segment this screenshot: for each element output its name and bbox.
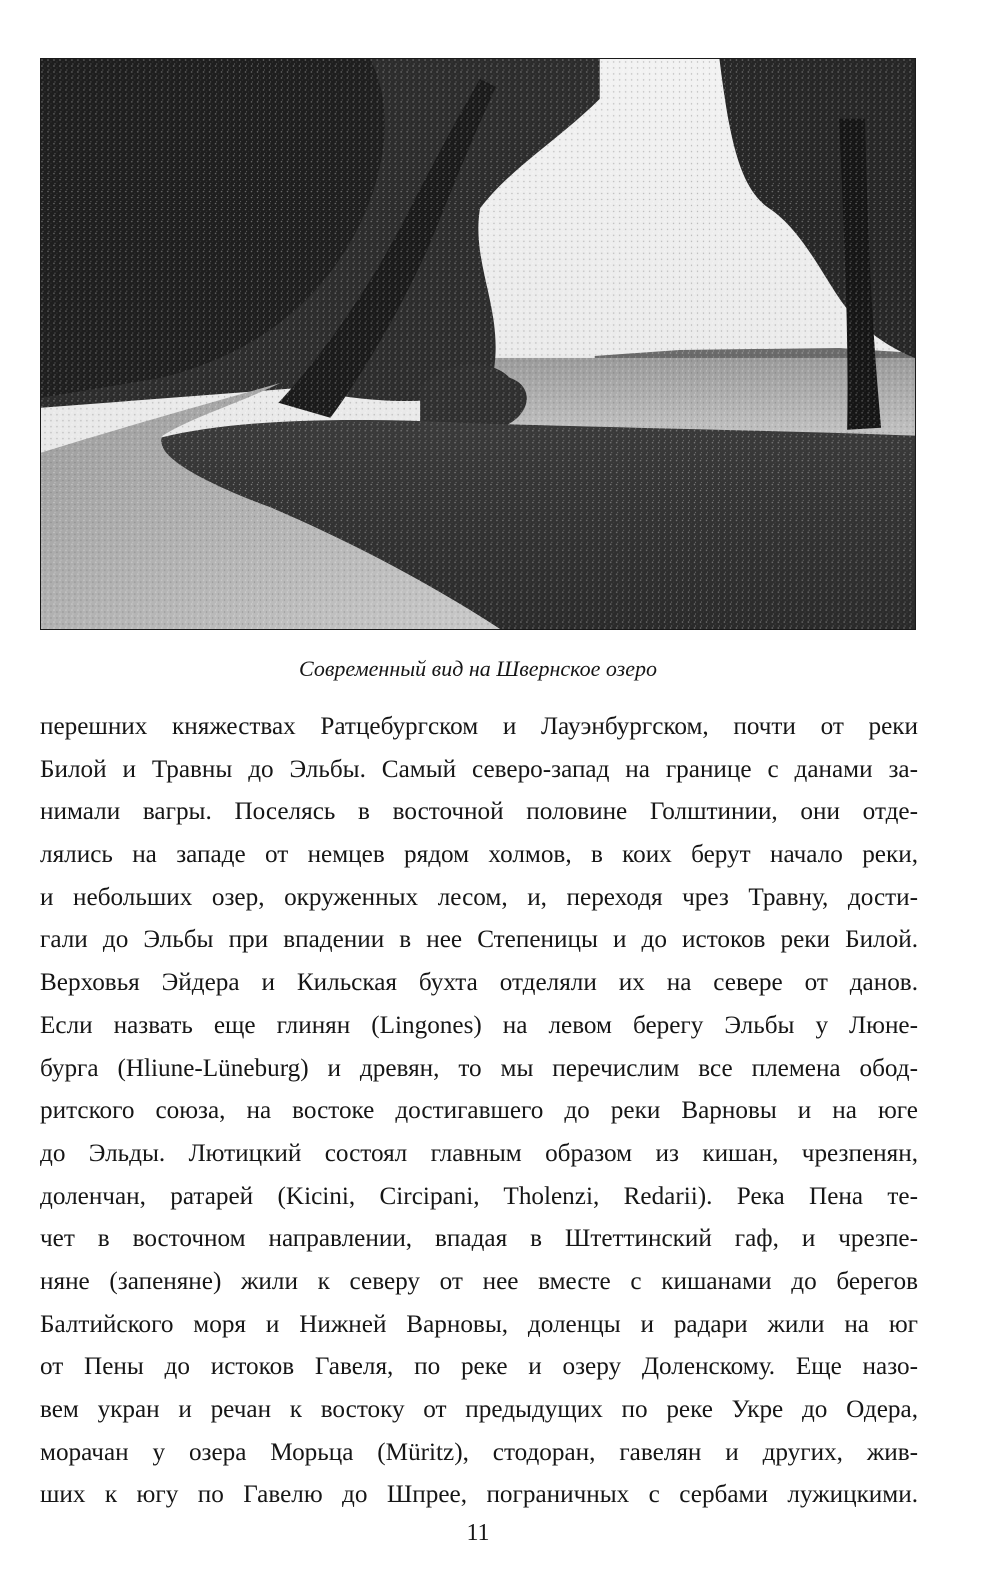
text-line: Верховья Эйдера и Кильская бухта отделяли их на севере от данов. [40,969,918,997]
text-line: лялись на западе от немцев рядом холмов, в коих берут начало реки, [40,841,918,869]
text-line: и небольших озер, окруженных лесом, и, переходя чрез Травну, дости- [40,883,918,911]
text-line: морачан у озера Морьца (Müritz), стодоран, гавелян и других, жив- [40,1438,918,1466]
lake-photo [40,58,916,630]
figure-caption: Современный вид на Швернское озеро [299,656,657,681]
text-line: нимали вагры. Поселясь в восточной половине Голштинии, они отде- [40,798,918,826]
text-line: бурга (Hliune-Lüneburg) и древян, то мы перечислим все племена обод- [40,1054,918,1082]
text-line: вем укран и речан к востоку от предыдущих по реке Укре до Одера, [40,1396,918,1423]
text-line: ритского союза, на востоке достигавшего до реки Варновы и на юге [40,1097,918,1125]
text-line: Если назвать еще глинян (Lingones) на левом берегу Эльбы у Люне- [40,1011,918,1039]
body-text [40,706,918,1517]
text-line: Балтийского моря и Нижней Варновы, доленцы и радари жили на юг [40,1310,918,1338]
text-line: перешних княжествах Ратцебургском и Лауэнбургском, почти от реки [40,713,918,740]
text-line: ших к югу по Гавелю до Шпрее, пограничных с сербами лужицкими. [40,1481,918,1509]
text-line: няне (запеняне) жили к северу от нее вместе с кишанами до берегов [40,1267,918,1295]
lake-scene-illustration [41,59,915,629]
page-number: 11 [466,1520,490,1546]
text-line: Билой и Травны до Эльбы. Самый северо-запад на границе с данами за- [40,755,918,783]
text-line: гали до Эльбы при впадении в нее Степеницы и до истоков реки Билой. [40,926,918,954]
text-line: до Эльды. Лютицкий состоял главным образом из кишан, чрезпенян, [40,1139,918,1167]
text-line: чет в восточном направлении, впадая в Штеттинский гаф, и чрезпе- [40,1225,918,1253]
text-line: доленчан, ратарей (Kicini, Circipani, Tholenzi, Redarii). Река Пена те- [40,1182,918,1210]
text-line: от Пены до истоков Гавеля, по реке и озеру Доленскому. Еще назо- [40,1353,918,1381]
